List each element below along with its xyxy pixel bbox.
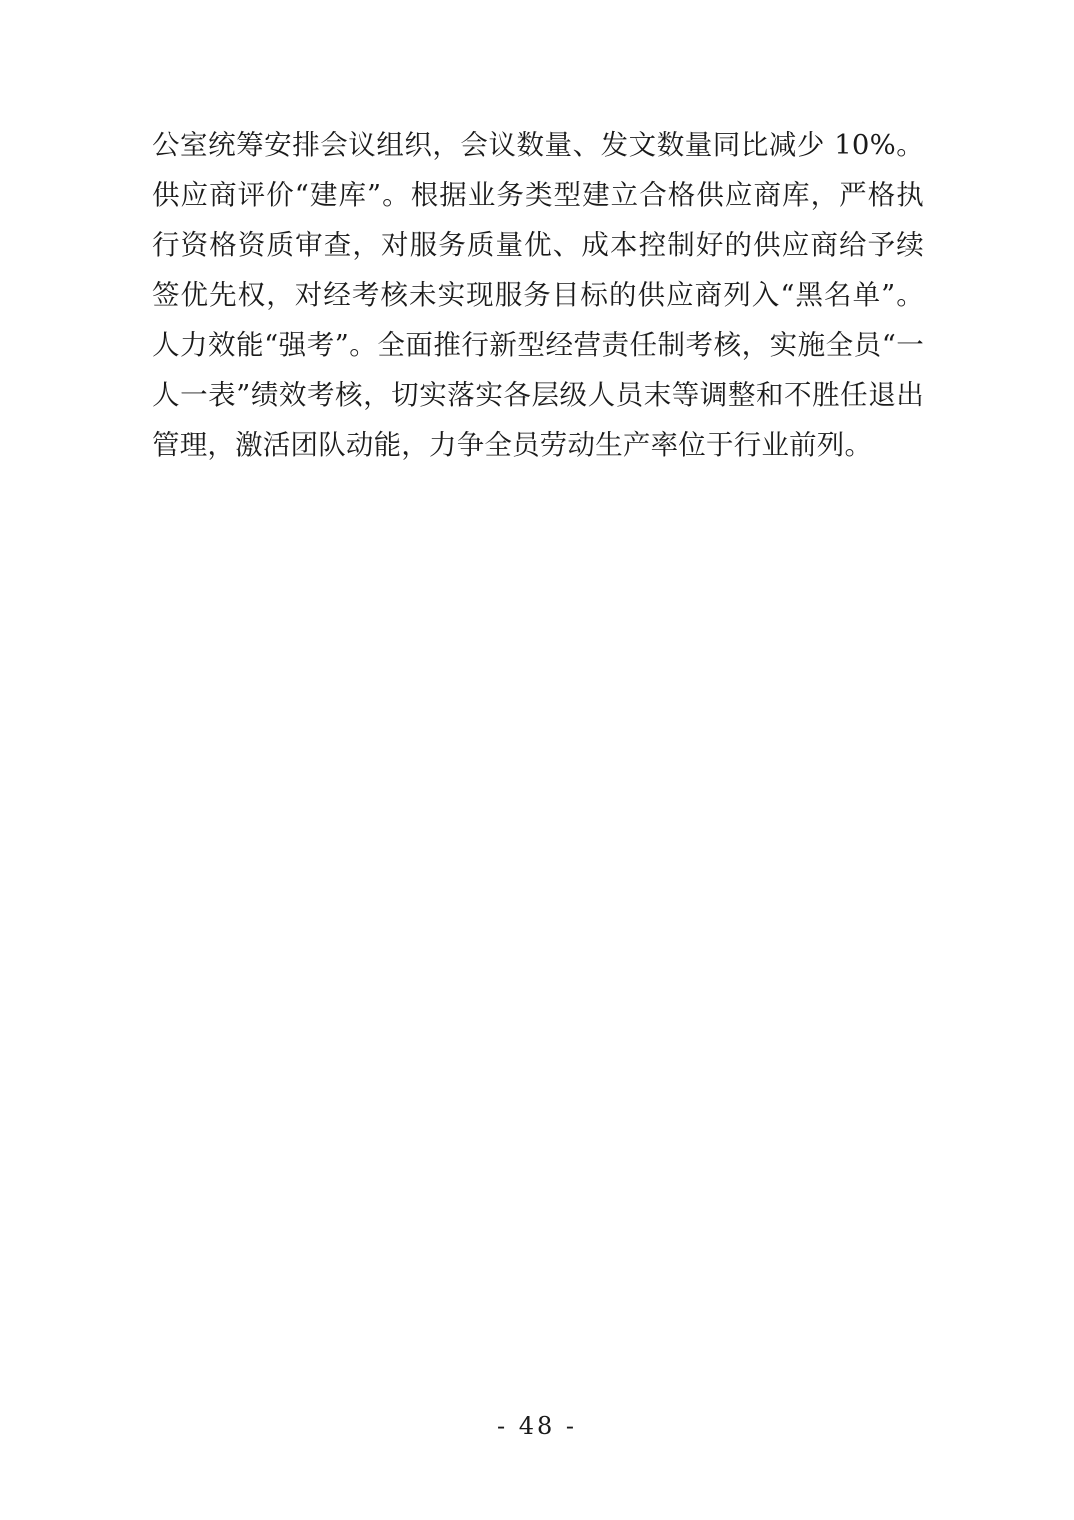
body-paragraph: 公室统筹安排会议组织，会议数量、发文数量同比减少 10%。供应商评价“建库”。根据业务类型建立合格供应商库，严格执行资格资质审查，对服务质量优、成本控制好的供应商给予续签优先权，对经考核未实现服务目标的供应商列入“黑名单”。人力效能“强考”。全面推行新型经营责任制考核，实施全员“一人一表”绩效考核，切实落实各层级人员末等调整和不胜任退出管理，激活团队动能，力争全员劳动生产率位于行业前列。 — [152, 129, 924, 461]
page-number: - 48 - — [496, 1412, 577, 1440]
